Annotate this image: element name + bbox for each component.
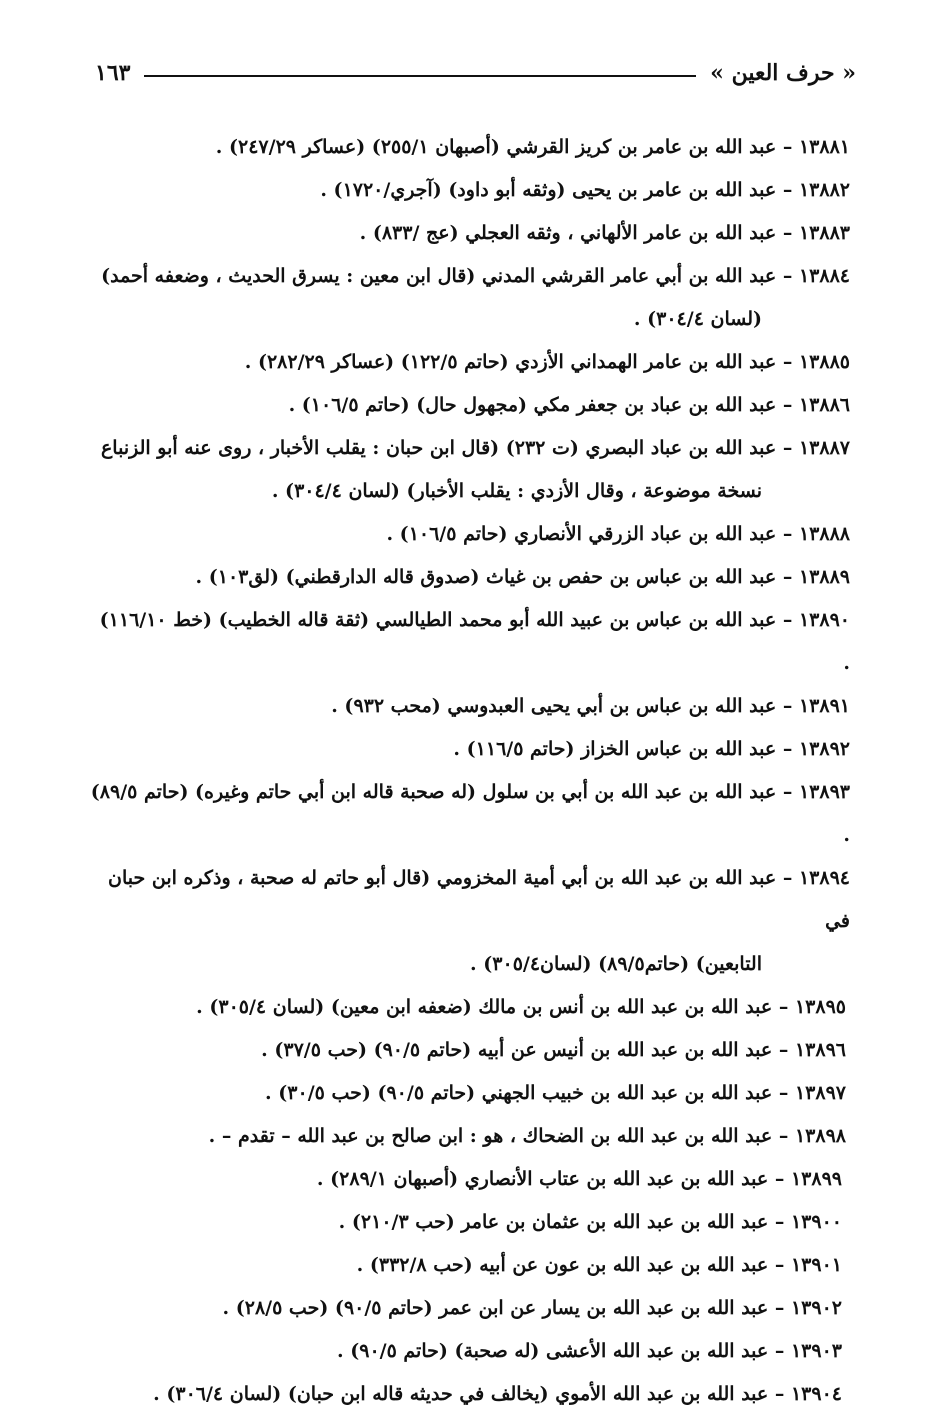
entry-13888 (88, 513, 850, 556)
entry-13904 (88, 1373, 850, 1416)
entry-text: ١٣٨٨٩ – عبد الله بن عباس بن حفص بن غياث (صدوق قاله الدارقطني) (لق١٠٣) . (195, 566, 850, 588)
entry-13892 (88, 728, 850, 771)
entry-13893 (88, 771, 850, 857)
entry-13899 (88, 1158, 850, 1201)
entry-13884 (88, 255, 850, 341)
entry-text: ١٣٨٩٠ – عبد الله بن عباس بن عبيد الله أبو محمد الطيالسي (ثقة قاله الخطيب) (خط ١١٦/١٠) . (99, 609, 850, 674)
entry-text: ١٣٨٨٦ – عبد الله بن عباد بن جعفر مكي (مجهول حال) (حاتم ١٠٦/٥) . (288, 394, 850, 416)
entry-text: ١٣٨٨٤ – عبد الله بن أبي عامر القرشي المدني (قال ابن معين : يسرق الحديث ، وضعفه أحمد) (101, 265, 850, 287)
entry-text: ١٣٨٨٣ – عبد الله بن عامر الألهاني ، وثقه العجلي (عج /٨٣٣) . (359, 222, 850, 244)
entry-text: ١٣٩٠٣ – عبد الله بن عبد الله الأعشى (له صحبة) (حاتم ٩٠/٥) . (337, 1340, 842, 1362)
entry-text: ١٣٩٠٤ – عبد الله بن عبد الله الأموي (يخالف في حديثه قاله ابن حبان) (لسان ٣٠٦/٤) . (153, 1383, 842, 1405)
entry-text: ١٣٩٠١ – عبد الله بن عبد الله بن عون عن أبيه (حب ٣٣٢/٨) . (356, 1254, 842, 1276)
entry-text: ١٣٩٠٠ – عبد الله بن عبد الله بن عثمان بن عامر (حب ٢١٠/٣) . (338, 1211, 842, 1233)
entry-text: ١٣٨٩٥ – عبد الله بن عبد الله بن أنس بن مالك (ضعفه ابن معين) (لسان ٣٠٥/٤) . (196, 996, 846, 1018)
entry-13891 (88, 685, 850, 728)
entry-13898 (88, 1115, 850, 1158)
header-rule (144, 75, 696, 77)
entry-13889 (88, 556, 850, 599)
entries-list (88, 126, 850, 1416)
entry-text: ١٣٨٩٤ – عبد الله بن عبد الله بن أبي أمية المخزومي (قال أبو حاتم له صحبة ، وذكره ابن حبان في (108, 867, 850, 932)
entry-13881 (88, 126, 850, 169)
entry-text: ١٣٨٩٢ – عبد الله بن عباس الخزاز (حاتم ١١٦/٥) . (453, 738, 850, 760)
entry-text: ١٣٨٨٨ – عبد الله بن عباد الزرقي الأنصاري (حاتم ١٠٦/٥) . (386, 523, 850, 545)
entry-13896 (88, 1029, 850, 1072)
entry-13903 (88, 1330, 850, 1373)
entry-13885 (88, 341, 850, 384)
chapter-title: « حرف العين » (710, 60, 856, 86)
page-number: ١٦٣ (95, 60, 131, 86)
entry-text: ١٣٨٩١ – عبد الله بن عباس بن أبي يحيى العبدوسي (محب ٩٣٢) . (331, 695, 850, 717)
entry-text: ١٣٨٩٧ – عبد الله بن عبد الله بن خبيب الجهني (حاتم ٩٠/٥) (حب ٣٠/٥) . (265, 1082, 846, 1104)
entry-13887 (88, 427, 850, 513)
entry-13902 (88, 1287, 850, 1330)
entry-13895 (88, 986, 850, 1029)
entry-text: ١٣٨٨٥ – عبد الله بن عامر الهمداني الأزدي (حاتم ١٢٢/٥) (عساكر ٢٨٢/٢٩) . (244, 351, 850, 373)
entry-text: ١٣٨٨١ – عبد الله بن عامر بن كريز القرشي (أصبهان ٢٥٥/١) (عساكر ٢٤٧/٢٩) . (215, 136, 850, 158)
entry-text: ١٣٨٨٧ – عبد الله بن عباد البصري (ت ٢٣٢) (قال ابن حبان : يقلب الأخبار ، روى عنه أبو الزنباع (100, 437, 850, 459)
entry-text: ١٣٨٩٩ – عبد الله بن عبد الله بن عتاب الأنصاري (أصبهان ٢٨٩/١) . (316, 1168, 842, 1190)
entry-continuation: التابعين) (حاتم٨٩/٥) (لسان٣٠٥/٤) . (470, 953, 762, 975)
entry-13894 (88, 857, 850, 986)
entry-13890 (88, 599, 850, 685)
entry-13897 (88, 1072, 850, 1115)
entry-continuation: نسخة موضوعة ، وقال الأزدي : يقلب الأخبار) (لسان ٣٠٤/٤) . (271, 480, 762, 502)
page-header (95, 58, 856, 88)
entry-text: ١٣٨٨٢ – عبد الله بن عامر بن يحيى (وثقه أبو داود) (آجري/١٧٢٠) . (320, 179, 850, 201)
entry-13883 (88, 212, 850, 255)
entry-text: ١٣٨٩٣ – عبد الله بن عبد الله بن أبي بن سلول (له صحبة قاله ابن أبي حاتم وغيره) (حاتم ٨٩/٥) . (90, 781, 850, 846)
entry-text: ١٣٨٩٨ – عبد الله بن عبد الله بن الضحاك ، هو : ابن صالح بن عبد الله – تقدم – . (208, 1125, 846, 1147)
entry-continuation: (لسان ٣٠٤/٤) . (633, 308, 762, 330)
entry-13900 (88, 1201, 850, 1244)
entry-text: ١٣٨٩٦ – عبد الله بن عبد الله بن أنيس عن أبيه (حاتم ٩٠/٥) (حب ٣٧/٥) . (261, 1039, 846, 1061)
entry-text: ١٣٩٠٢ – عبد الله بن عبد الله بن يسار عن ابن عمر (حاتم ٩٠/٥) (حب ٢٨/٥) . (222, 1297, 842, 1319)
entry-13901 (88, 1244, 850, 1287)
entry-13886 (88, 384, 850, 427)
entry-13882 (88, 169, 850, 212)
